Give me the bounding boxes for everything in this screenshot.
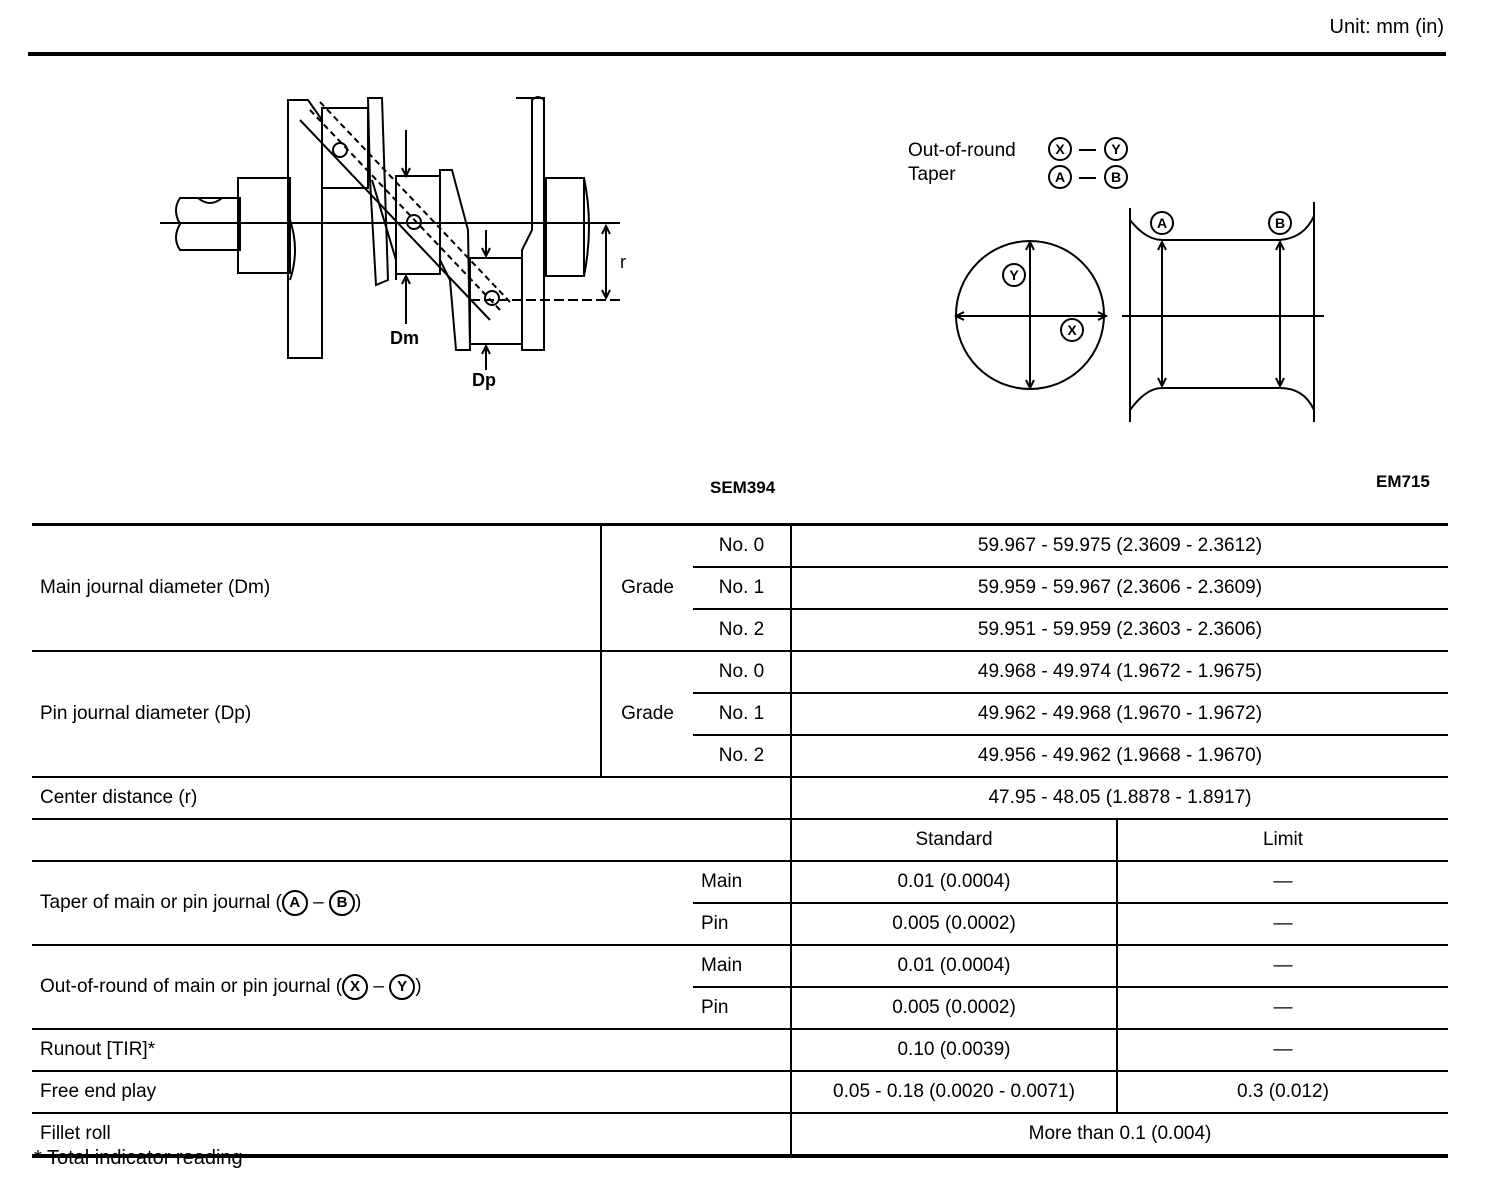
taper-main-limit: — [1117,861,1448,903]
runout-limit: — [1117,1029,1448,1071]
main-grade-no1-value: 59.959 - 59.967 (2.3606 - 2.3609) [791,567,1448,609]
marker-x: X [1055,141,1065,157]
dp-label: Dp [472,370,496,390]
marker-y: Y [1111,141,1121,157]
taper-label-cell [32,861,693,945]
dm-label: Dm [390,328,420,348]
pin-grade-no2: No. 2 [693,735,791,777]
limit-header: Limit [1117,819,1448,861]
crankshaft-spec-table [32,523,1448,1158]
pin-grade-no0: No. 0 [693,651,791,693]
taper-label-pre: Taper of main or pin journal ( [40,892,282,914]
free-end-play-limit: 0.3 (0.012) [1117,1071,1448,1113]
taper-label-post: ) [354,892,362,914]
oor-main-limit: — [1117,945,1448,987]
footnote: * Total indicator reading [34,1147,243,1169]
center-distance-value: 47.95 - 48.05 (1.8878 - 1.8917) [791,777,1448,819]
oor-dash: – [373,976,384,998]
header-rule [28,52,1446,56]
table-row [32,777,1448,819]
main-grade-no0: No. 0 [693,525,791,568]
unit-label: Unit: mm (in) [1329,16,1444,38]
oor-pin-limit: — [1117,987,1448,1029]
taper-dash: – [313,892,324,914]
taper-pin-label: Pin [693,903,791,945]
pin-grade-no1-value: 49.962 - 49.968 (1.9670 - 1.9672) [791,693,1448,735]
pin-grade-no0-value: 49.968 - 49.974 (1.9672 - 1.9675) [791,651,1448,693]
table-row [32,861,1448,903]
r-label: r [620,252,626,272]
table-row [32,651,1448,693]
figure-code-right: EM715 [1376,472,1430,491]
standard-header: Standard [791,819,1117,861]
oor-main-standard: 0.01 (0.0004) [791,945,1117,987]
pin-grade-label: Grade [601,651,693,777]
crankshaft-drawing [150,80,670,400]
marker-b-side: B [1274,215,1286,231]
fillet-roll-value: More than 0.1 (0.004) [791,1113,1448,1156]
measurement-drawing [900,130,1340,430]
crankshaft-figure [150,80,670,400]
taper-label: Taper [908,164,956,185]
oor-main-label: Main [693,945,791,987]
pin-grade-no1: No. 1 [693,693,791,735]
marker-x-circle: X [1067,322,1077,338]
pin-grade-no2-value: 49.956 - 49.962 (1.9668 - 1.9670) [791,735,1448,777]
runout-standard: 0.10 (0.0039) [791,1029,1117,1071]
marker-b-icon: B [329,890,355,916]
table-row [32,945,1448,987]
table-row [32,1071,1448,1113]
oor-label-pre: Out-of-round of main or pin journal ( [40,976,343,998]
table-row [32,819,1448,861]
taper-main-label: Main [693,861,791,903]
table-row [32,1113,1448,1156]
center-distance-label: Center distance (r) [32,777,791,819]
figure-code-left: SEM394 [710,478,776,497]
marker-x-icon: X [342,974,368,1000]
table-row [32,525,1448,568]
marker-y-icon: Y [389,974,415,1000]
main-grade-no2: No. 2 [693,609,791,651]
marker-b: B [1110,169,1122,185]
measurement-figure [900,130,1340,430]
main-grade-no2-value: 59.951 - 59.959 (2.3603 - 2.3606) [791,609,1448,651]
taper-pin-limit: — [1117,903,1448,945]
pin-journal-label: Pin journal diameter (Dp) [32,651,601,777]
main-grade-no1: No. 1 [693,567,791,609]
out-of-round-label-cell [32,945,693,1029]
fillet-roll-label: Fillet roll [32,1113,791,1156]
marker-a: A [1054,169,1066,185]
oor-pin-label: Pin [693,987,791,1029]
taper-main-standard: 0.01 (0.0004) [791,861,1117,903]
free-end-play-label: Free end play [32,1071,791,1113]
main-grade-no0-value: 59.967 - 59.975 (2.3609 - 2.3612) [791,525,1448,568]
oor-pin-standard: 0.005 (0.0002) [791,987,1117,1029]
free-end-play-standard: 0.05 - 0.18 (0.0020 - 0.0071) [791,1071,1117,1113]
out-of-round-label: Out-of-round [908,140,1016,161]
table-row [32,1029,1448,1071]
taper-pin-standard: 0.005 (0.0002) [791,903,1117,945]
oor-label-post: ) [415,976,422,998]
marker-a-side: A [1156,215,1168,231]
main-grade-label: Grade [601,525,693,652]
header-blank [32,819,791,861]
main-journal-label: Main journal diameter (Dm) [32,525,601,652]
marker-a-icon: A [282,890,308,916]
marker-y-circle: Y [1009,267,1019,283]
runout-label: Runout [TIR]* [32,1029,791,1071]
